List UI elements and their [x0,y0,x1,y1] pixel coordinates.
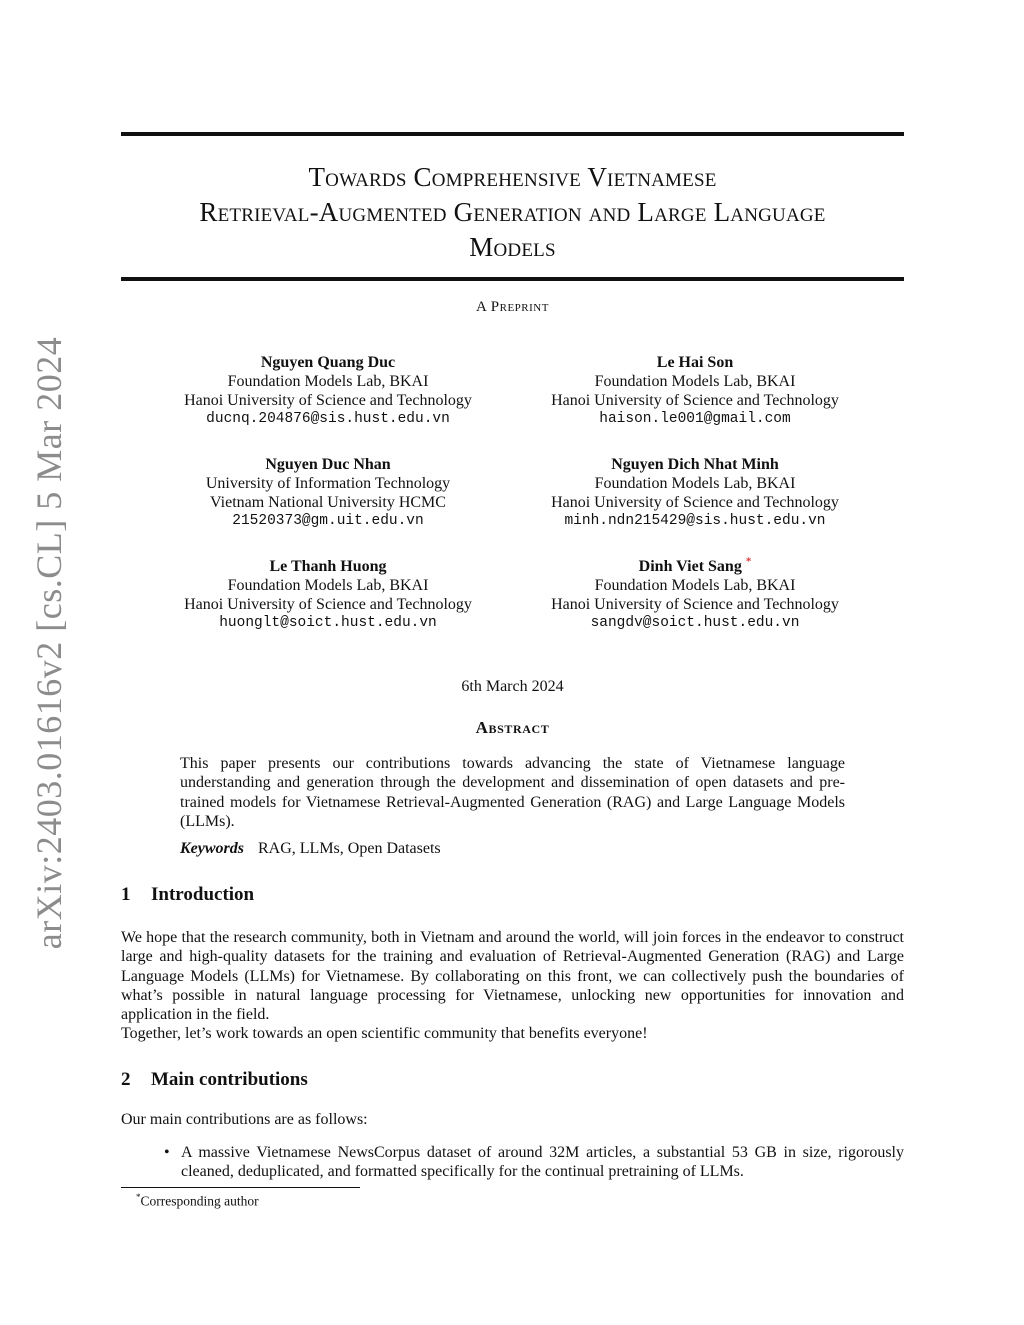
author-email[interactable]: ducnq.204876@sis.hust.edu.vn [206,411,450,427]
paragraph: Together, let’s work towards an open scientific community that benefits everyone! [121,1025,648,1042]
author-block [118,353,538,429]
author-institution: Vietnam National University HCMC [210,494,446,511]
keywords-label: Keywords [180,840,244,857]
author-name: Le Thanh Huong [269,558,387,575]
author-institution: Hanoi University of Science and Technology [551,596,839,613]
author-affiliation: Foundation Models Lab, BKAI [594,475,796,492]
arxiv-identifier-stamp: arXiv:2403.01616v2 [cs.CL] 5 Mar 2024 [29,336,69,950]
author-name: Nguyen Dich Nhat Minh [611,456,779,473]
author-name: Le Hai Son [656,354,734,371]
author-block [485,455,905,531]
section-heading-introduction [121,884,254,906]
author-institution: Hanoi University of Science and Technology [551,494,839,511]
title-top-rule [121,132,904,136]
section-number: 2 [121,1069,131,1090]
footnote-text: Corresponding author [140,1193,259,1209]
author-affiliation: University of Information Technology [205,475,451,492]
paper-title [121,160,904,265]
author-affiliation: Foundation Models Lab, BKAI [594,577,796,594]
author-block [118,557,538,633]
preprint-label: A Preprint [476,299,549,315]
title-line-1: Towards Comprehensive Vietnamese [308,162,717,192]
author-name: Nguyen Duc Nhan [265,456,391,473]
author-block [485,353,905,429]
author-institution: Hanoi University of Science and Technology [551,392,839,409]
title-line-2: Retrieval-Augmented Generation and Large Language [199,197,826,227]
author-email[interactable]: huonglt@soict.hust.edu.vn [219,615,437,631]
author-name: Dinh Viet Sang [638,558,742,575]
footnote-rule [121,1187,360,1188]
author-block [118,455,538,531]
bullet-icon: • [164,1144,170,1161]
paragraph: We hope that the research community, both in Vietnam and around the world, will join forces in the endeavor to construct large and high-quality datasets for the training and evaluation of Retrieval-Augmented Generation (RAG) and Large Language Models (LLMs) for Vietnamese. By collaborating on this front, we can collectively push the boundaries of what’s possible in natural language processing for Vietnamese, unlocking new opportunities for innovation and application in the field. [121,929,904,1024]
author-institution: Hanoi University of Science and Technology [184,596,472,613]
author-affiliation: Foundation Models Lab, BKAI [227,577,429,594]
author-email[interactable]: haison.le001@gmail.com [599,411,791,427]
corresponding-author-mark[interactable]: * [745,555,752,568]
keywords-list: RAG, LLMs, Open Datasets [258,840,441,857]
author-block [485,557,905,633]
section-heading-main-contributions [121,1069,308,1091]
author-affiliation: Foundation Models Lab, BKAI [594,373,796,390]
author-email[interactable]: 21520373@gm.uit.edu.vn [232,513,424,529]
section-title: Main contributions [151,1069,308,1090]
publication-date: 6th March 2024 [461,678,564,695]
list-item [164,1143,904,1182]
title-bottom-rule [121,277,904,281]
author-name: Nguyen Quang Duc [260,354,396,371]
section-title: Introduction [151,884,255,905]
author-email[interactable]: minh.ndn215429@sis.hust.edu.vn [564,513,826,529]
author-institution: Hanoi University of Science and Technology [184,392,472,409]
footnote-mark: * [136,1192,141,1202]
footnote [136,1192,259,1210]
contributions-list [164,1143,904,1182]
section-number: 1 [121,884,131,905]
abstract-body: This paper presents our contributions towards advancing the state of Vietnamese language understanding and generation through the development and dissemination of open datasets and pre-trained models for Vietnamese Retrieval-Augmented Generation (RAG) and Large Language Models (LLMs). [180,755,845,830]
author-email[interactable]: sangdv@soict.hust.edu.vn [590,615,800,631]
keywords-line [180,840,845,858]
abstract-heading: Abstract [475,718,550,737]
author-affiliation: Foundation Models Lab, BKAI [227,373,429,390]
title-line-3: Models [469,232,556,262]
paragraph: Our main contributions are as follows: [121,1111,368,1128]
author-name-line [485,557,905,576]
list-item-text: A massive Vietnamese NewsCorpus dataset of around 32M articles, a substantial 53 GB in size, rigorously cleaned, deduplicated, and formatted specifically for the continual pretraining of LLMs. [181,1144,904,1181]
